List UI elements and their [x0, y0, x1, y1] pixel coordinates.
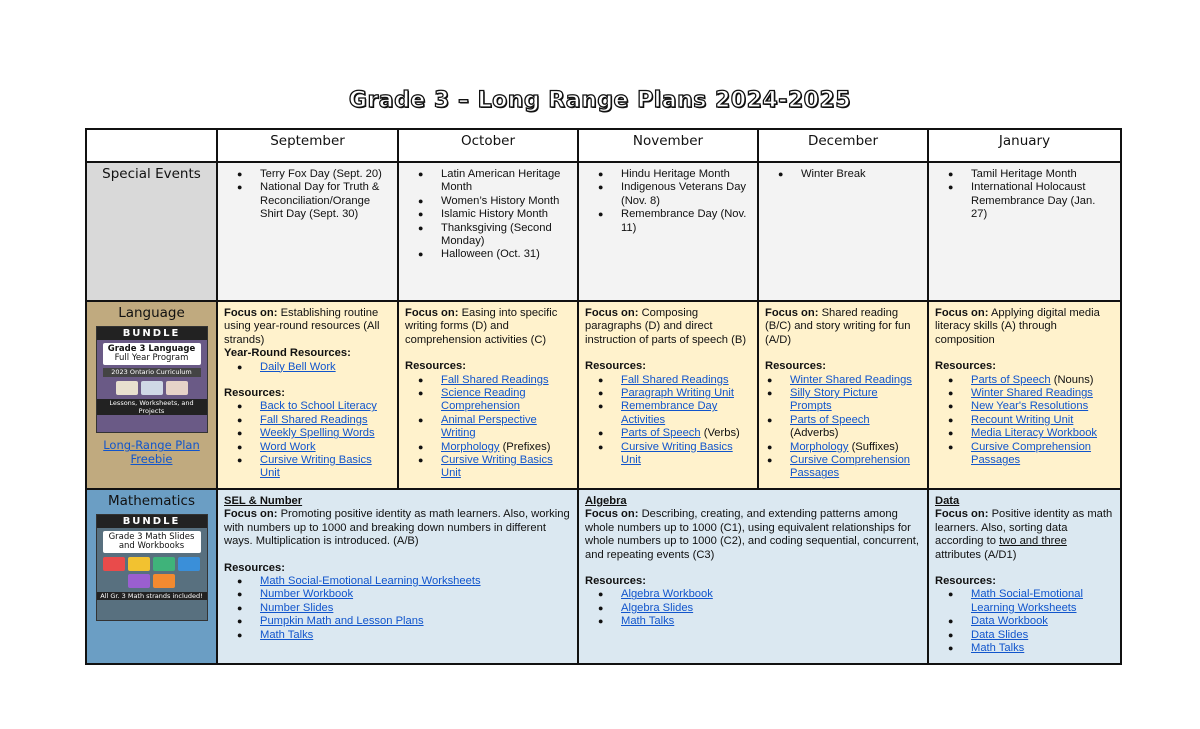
events-october [398, 162, 578, 301]
language-december [758, 301, 928, 489]
language-october [398, 301, 578, 489]
resource-item[interactable]: ● Paragraph Writing Unit [621, 387, 751, 400]
event-item: ● Terry Fox Day (Sept. 20) [260, 168, 391, 181]
event-item: ● Latin American Heritage Month [441, 168, 571, 195]
resource-item[interactable]: ● Pumpkin Math and Lesson Plans [260, 615, 571, 628]
events-september [217, 162, 398, 301]
language-row [86, 301, 1121, 489]
month-november: November [578, 129, 758, 162]
event-item: ● Thanksgiving (Second Monday) [441, 222, 571, 249]
cover-title: Grade 3 Language Full Year Program [103, 343, 201, 365]
month-september: September [217, 129, 398, 162]
resource-item[interactable]: ● Back to School Literacy [260, 400, 391, 413]
focus-text: Focus on: Promoting positive identity as math learners. Also, working with numbers up to 1000 and breaking down numbers in different ways. Multiplication is introduced. (A/B) [224, 508, 570, 548]
month-october: October [398, 129, 578, 162]
math-sep-oct [217, 489, 578, 664]
mathematics-label-cell [86, 489, 217, 664]
focus-text: Focus on: Applying digital media literacy skills (A) through composition [935, 307, 1100, 346]
mathematics-row [86, 489, 1121, 664]
resource-item[interactable]: ● New Year's Resolutions [971, 400, 1114, 413]
resource-item[interactable]: ● Cursive Comprehension Passages [790, 454, 921, 481]
corner-cell [86, 129, 217, 162]
month-header-row [86, 129, 1121, 162]
language-label-cell [86, 301, 217, 489]
language-january [928, 301, 1121, 489]
resource-item[interactable]: ● Math Talks [971, 642, 1114, 655]
resource-item[interactable]: ● Morphology (Prefixes) [441, 441, 571, 454]
resource-item[interactable]: ● Winter Shared Readings [790, 374, 921, 387]
resource-item[interactable]: ● Fall Shared Readings [621, 374, 751, 387]
math-bundle-cover-image[interactable] [96, 514, 208, 621]
resource-item[interactable]: ● Algebra Slides [621, 602, 921, 615]
resource-item[interactable]: ● Morphology (Suffixes) [790, 441, 921, 454]
resource-item[interactable]: ● Cursive Comprehension Passages [971, 441, 1114, 468]
resource-item[interactable]: ● Weekly Spelling Words [260, 427, 391, 440]
event-item: ● Women’s History Month [441, 195, 571, 208]
resource-item[interactable]: ● Algebra Workbook [621, 588, 921, 601]
resource-item[interactable]: ● Media Literacy Workbook [971, 427, 1114, 440]
resource-item[interactable]: ● Math Talks [260, 629, 571, 642]
resources-label: Resources: [935, 360, 996, 373]
resources-label: Resources: [405, 360, 466, 373]
resource-item[interactable]: ● Fall Shared Readings [441, 374, 571, 387]
focus-text: Focus on: Positive identity as math learners. Also, sorting data according to two and three attributes (A/D1) [935, 508, 1113, 561]
event-item: ● Remembrance Day (Nov. 11) [621, 208, 751, 235]
event-item: ● Halloween (Oct. 31) [441, 248, 571, 261]
resource-item[interactable]: ● Fall Shared Readings [260, 414, 391, 427]
resource-item[interactable]: ● Number Workbook [260, 588, 571, 601]
cover-bundle-label: BUNDLE [97, 515, 207, 528]
long-range-plan-table [85, 128, 1122, 665]
resource-item[interactable]: ● Data Workbook [971, 615, 1114, 628]
resources-label: Resources: [585, 360, 646, 373]
long-range-plan-freebie-link[interactable]: Long-Range Plan Freebie [103, 438, 200, 466]
cover-bundle-label: BUNDLE [97, 327, 207, 340]
page-title: Grade 3 – Long Range Plans 2024-2025 [348, 88, 852, 113]
cover-curriculum: 2023 Ontario Curriculum [103, 368, 201, 377]
resource-item[interactable]: ● Word Work [260, 441, 391, 454]
resource-item[interactable]: ● Remembrance Day Activities [621, 400, 751, 427]
event-item: ● Hindu Heritage Month [621, 168, 751, 181]
resource-item[interactable]: ● Parts of Speech (Verbs) [621, 427, 751, 440]
event-item: ● Islamic History Month [441, 208, 571, 221]
resource-item[interactable]: ● Silly Story Picture Prompts [790, 387, 921, 414]
resource-item[interactable]: ● Science Reading Comprehension [441, 387, 571, 414]
events-december [758, 162, 928, 301]
resource-item[interactable]: ● Parts of Speech (Nouns) [971, 374, 1114, 387]
resources-label: Resources: [224, 387, 285, 400]
month-january: January [928, 129, 1121, 162]
focus-text: Focus on: Describing, creating, and extending patterns among whole numbers up to 1000 (C1), using equivalent relationships for whole numbers up to 1000 (C2), and coding sequential, concurrent, and repeating events (C3) [585, 508, 919, 561]
resource-item[interactable]: ● Cursive Writing Basics Unit [441, 454, 571, 481]
cover-illustration [103, 557, 201, 588]
resource-item[interactable]: ● Daily Bell Work [260, 361, 391, 374]
events-january [928, 162, 1121, 301]
cover-title: Grade 3 Math Slides and Workbooks [103, 531, 201, 553]
event-item: ● Tamil Heritage Month [971, 168, 1114, 181]
resource-item[interactable]: ● Parts of Speech (Adverbs) [790, 414, 921, 441]
resource-item[interactable]: ● Animal Perspective Writing [441, 414, 571, 441]
language-label: Language [118, 305, 185, 321]
strand-heading: Data [935, 495, 960, 507]
cover-footer: Lessons, Worksheets, and Projects [97, 399, 207, 415]
resource-item[interactable]: ● Number Slides [260, 602, 571, 615]
focus-text: Focus on: Easing into specific writing forms (D) and comprehension activities (C) [405, 307, 558, 346]
strand-heading: SEL & Number [224, 495, 303, 507]
event-item: ● National Day for Truth & Reconciliation/Orange Shirt Day (Sept. 30) [260, 181, 391, 221]
events-november [578, 162, 758, 301]
strand-heading: Algebra [585, 495, 627, 507]
language-september [217, 301, 398, 489]
resource-item[interactable]: ● Cursive Writing Basics Unit [260, 454, 391, 481]
month-december: December [758, 129, 928, 162]
resource-item[interactable]: ● Cursive Writing Basics Unit [621, 441, 751, 468]
event-item: ● Indigenous Veterans Day (Nov. 8) [621, 181, 751, 208]
resource-item[interactable]: ● Data Slides [971, 629, 1114, 642]
language-november [578, 301, 758, 489]
event-item: ● International Holocaust Remembrance Day (Jan. 27) [971, 181, 1114, 221]
math-january [928, 489, 1121, 664]
resource-item[interactable]: ● Math Social-Emotional Learning Worksheets [971, 588, 1114, 615]
cover-footer: All Gr. 3 Math strands included! [97, 592, 207, 600]
focus-text: Focus on: Establishing routine using year-round resources (All strands) [224, 307, 380, 346]
special-events-label: Special Events [86, 162, 217, 301]
resources-label: Resources: [935, 575, 996, 588]
resources-label: Resources: [765, 360, 826, 373]
year-round-label: Year-Round Resources: [224, 347, 351, 360]
resource-item[interactable]: ● Winter Shared Readings [971, 387, 1114, 400]
mathematics-label: Mathematics [108, 493, 195, 509]
focus-text: Focus on: Shared reading (B/C) and story writing for fun (A/D) [765, 307, 911, 346]
math-nov-dec [578, 489, 928, 664]
resource-item[interactable]: ● Math Social-Emotional Learning Worksheets [260, 575, 571, 588]
resources-label: Resources: [585, 575, 646, 588]
language-bundle-cover-image[interactable] [96, 326, 208, 433]
resources-label: Resources: [224, 561, 285, 574]
event-item: ● Winter Break [801, 168, 921, 181]
resource-item[interactable]: ● Recount Writing Unit [971, 414, 1114, 427]
focus-text: Focus on: Composing paragraphs (D) and direct instruction of parts of speech (B) [585, 307, 747, 346]
cover-illustration [103, 381, 201, 395]
resource-item[interactable]: ● Math Talks [621, 615, 921, 628]
special-events-row [86, 162, 1121, 301]
